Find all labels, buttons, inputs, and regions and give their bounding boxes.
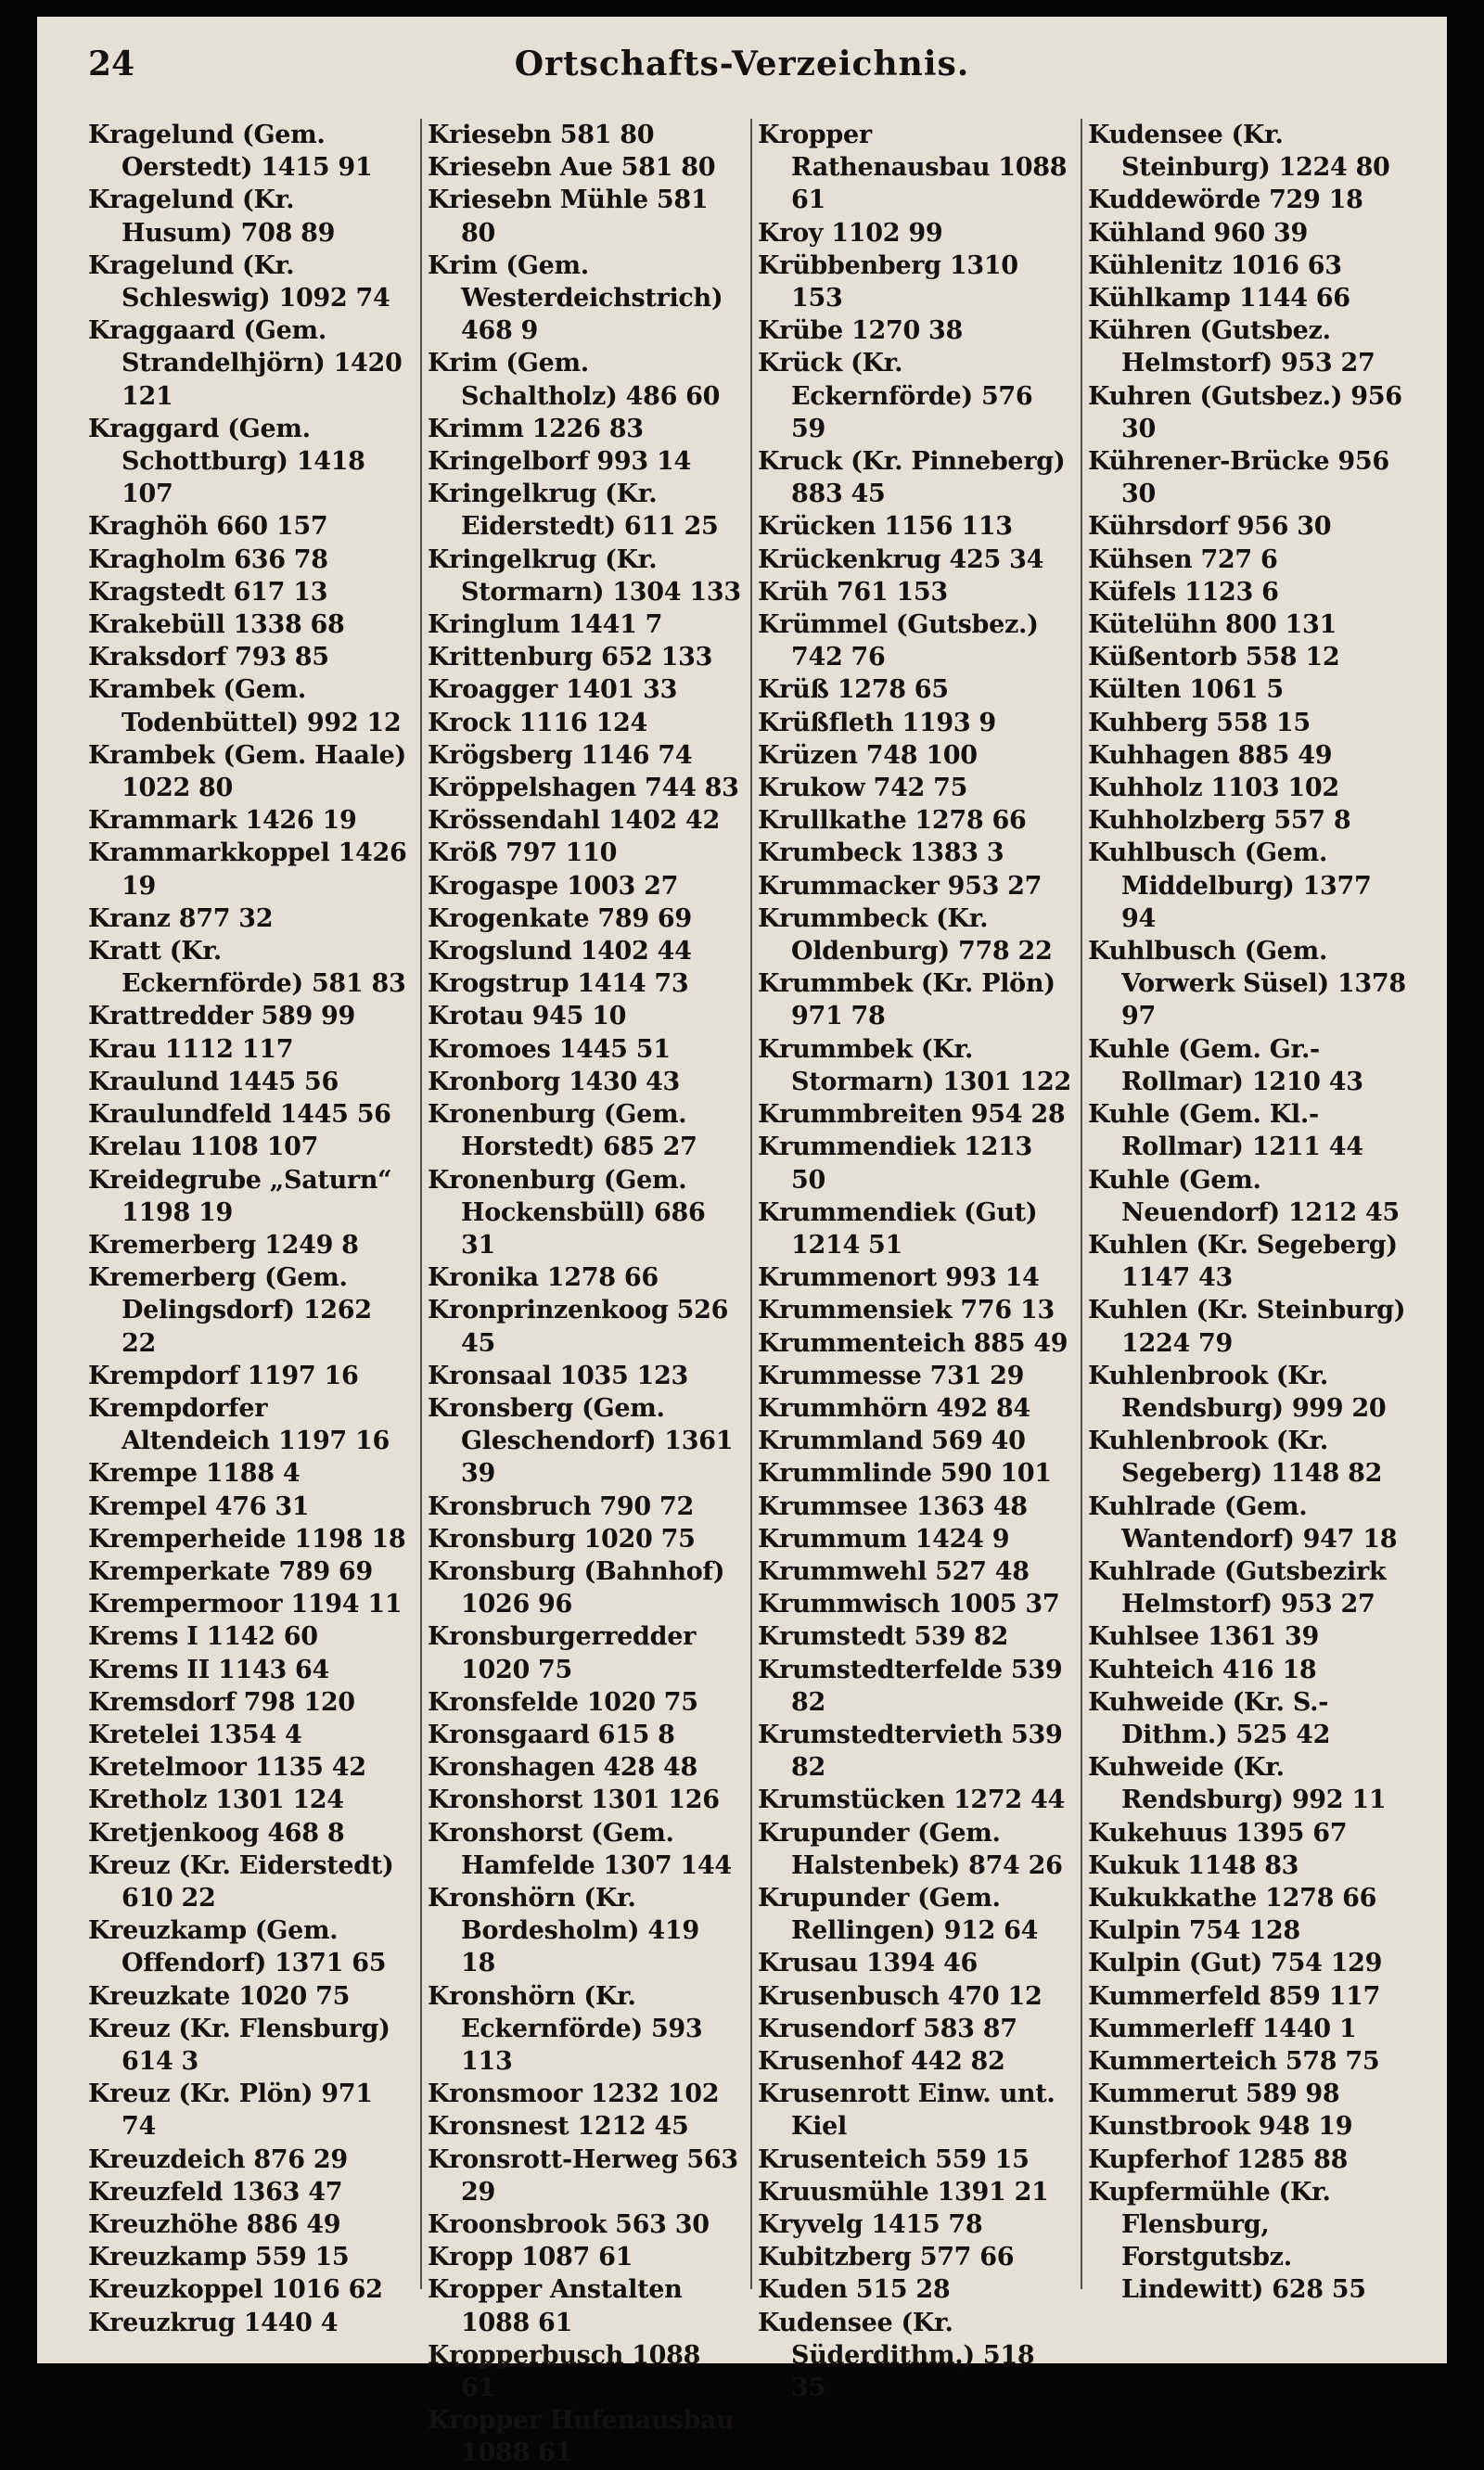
index-entry: Krössendahl 1402 42 xyxy=(428,806,720,836)
index-entry: Kummerut 589 98 xyxy=(1088,2080,1340,2109)
index-entry: Kretholz 1301 124 xyxy=(88,1785,344,1815)
index-entry: Krogslund 1402 44 xyxy=(428,937,692,966)
index-entry: Kühlenitz 1016 63 xyxy=(1088,250,1342,280)
index-entry: Krummbek (Kr. Plön) 971 78 xyxy=(758,969,1055,1031)
index-entry: Krupunder (Gem. Rellingen) 912 64 xyxy=(758,1883,1039,1946)
index-entry: Kreuzdeich 876 29 xyxy=(88,2144,348,2174)
index-entry: Kremperheide 1198 18 xyxy=(88,1524,406,1554)
index-entry: Kudensee (Kr. Steinburg) 1224 80 xyxy=(1088,121,1390,183)
index-entry: Krummesse 731 29 xyxy=(758,1361,1025,1390)
index-entry: Kröppelshagen 744 83 xyxy=(428,774,739,803)
index-entry: Kringelkrug (Kr. Stormarn) 1304 133 xyxy=(428,544,741,607)
index-entry: Kremerberg (Gem. Delingsdorf) 1262 22 xyxy=(88,1263,372,1358)
index-entry: Kuhlen (Kr. Segeberg) 1147 43 xyxy=(1088,1230,1398,1293)
index-entry: Krogenkate 789 69 xyxy=(428,903,692,933)
index-entry: Krupunder (Gem. Halstenbek) 874 26 xyxy=(758,1818,1063,1880)
index-entry: Kronsburg 1020 75 xyxy=(428,1524,696,1554)
index-entry: Krüß 1278 65 xyxy=(758,675,949,705)
index-entry: Kroy 1102 99 xyxy=(758,218,943,248)
index-entry: Kruusmühle 1391 21 xyxy=(758,2177,1049,2207)
index-entry: Krim (Gem. Westerdeichstrich) 468 9 xyxy=(428,250,723,346)
index-entry: Krems II 1143 64 xyxy=(88,1655,330,1684)
index-entry: Kuhlenbrook (Kr. Rendsburg) 999 20 xyxy=(1088,1361,1387,1423)
index-entry: Krattredder 589 99 xyxy=(88,1002,356,1031)
index-column-3 xyxy=(750,119,1071,2403)
index-entry: Kronshörn (Kr. Eckernförde) 593 113 xyxy=(428,1981,703,2076)
index-entry: Kryvelg 1415 78 xyxy=(758,2210,983,2239)
index-entry: Krummendiek 1213 50 xyxy=(758,1133,1033,1195)
index-entry: Kretelmoor 1135 42 xyxy=(88,1753,366,1783)
index-entry: Kubitzberg 577 66 xyxy=(758,2243,1015,2272)
index-entry: Kupferhof 1285 88 xyxy=(1088,2144,1349,2174)
index-entry: Kronsburg (Bahnhof) 1026 96 xyxy=(428,1556,725,1619)
index-entry: Kronshorst (Gem. Hamfelde 1307 144 xyxy=(428,1818,732,1880)
index-entry: Kreuzkoppel 1016 62 xyxy=(88,2275,383,2305)
index-column-4 xyxy=(1081,119,1413,2305)
index-entry: Kührsdorf 956 30 xyxy=(1088,512,1332,542)
index-entry: Kropperbusch 1088 61 xyxy=(428,2340,701,2403)
index-entry: Kratt (Kr. Eckernförde) 581 83 xyxy=(88,937,406,999)
index-entry: Kukukkathe 1278 66 xyxy=(1088,1883,1377,1913)
index-entry: Kranz 877 32 xyxy=(88,903,274,933)
index-entry: Kütelühn 800 131 xyxy=(1088,610,1337,640)
index-entry: Kreuz (Kr. Eiderstedt) 610 22 xyxy=(88,1850,394,1913)
index-entry: Kröß 797 110 xyxy=(428,838,618,868)
index-entry: Krau 1112 117 xyxy=(88,1034,294,1064)
index-entry: Kronika 1278 66 xyxy=(428,1263,659,1293)
index-entry: Kuden 515 28 xyxy=(758,2275,951,2305)
index-entry: Kreuzkamp 559 15 xyxy=(88,2243,350,2272)
index-entry: Kreuzkate 1020 75 xyxy=(88,1981,351,2011)
index-entry: Kreuzkrug 1440 4 xyxy=(88,2308,339,2337)
index-entry: Kudensee (Kr. Süderdithm.) 518 35 xyxy=(758,2308,1035,2403)
index-entry: Kühsen 727 6 xyxy=(1088,544,1278,574)
index-entry: Krummendiek (Gut) 1214 51 xyxy=(758,1197,1038,1260)
index-entry: Kuhholz 1103 102 xyxy=(1088,774,1339,803)
index-entry: Kronprinzenkoog 526 45 xyxy=(428,1296,729,1358)
index-entry: Kuhle (Gem. Gr.-Rollmar) 1210 43 xyxy=(1088,1034,1363,1096)
index-entry: Krummum 1424 9 xyxy=(758,1524,1010,1554)
index-entry: Kreuzkamp (Gem. Offendorf) 1371 65 xyxy=(88,1916,387,1978)
index-entry: Krummwehl 527 48 xyxy=(758,1556,1030,1586)
index-entry: Kragelund (Kr. Schleswig) 1092 74 xyxy=(88,250,390,314)
index-entry: Krempe 1188 4 xyxy=(88,1459,301,1489)
index-entry: Kreidegrube „Saturn“ 1198 19 xyxy=(88,1165,392,1227)
index-entry: Kronsnest 1212 45 xyxy=(428,2112,689,2142)
index-entry: Krummbeck (Kr. Oldenburg) 778 22 xyxy=(758,903,1053,966)
index-entry: Krems I 1142 60 xyxy=(88,1622,318,1652)
index-entry: Kronsrott-Herweg 563 29 xyxy=(428,2144,738,2207)
index-entry: Kraggard (Gem. Schottburg) 1418 107 xyxy=(88,414,365,509)
index-entry: Krusenteich 559 15 xyxy=(758,2144,1030,2174)
index-entry: Kronsmoor 1232 102 xyxy=(428,2080,720,2109)
index-entry: Kuhren (Gutsbez.) 956 30 xyxy=(1088,381,1402,443)
index-entry: Kronshorst 1301 126 xyxy=(428,1785,720,1815)
index-entry: Krummhörn 492 84 xyxy=(758,1393,1030,1423)
index-entry: Kuhlsee 1361 39 xyxy=(1088,1622,1319,1652)
index-entry: Kronsaal 1035 123 xyxy=(428,1361,688,1390)
index-entry: Krukow 742 75 xyxy=(758,774,968,803)
page-header xyxy=(37,45,1447,100)
index-entry: Krempermoor 1194 11 xyxy=(88,1590,403,1619)
index-entry: Krüßfleth 1193 9 xyxy=(758,708,996,737)
index-entry: Kretelei 1354 4 xyxy=(88,1720,302,1749)
index-entry: Krümmel (Gutsbez.) 742 76 xyxy=(758,610,1039,672)
index-entry: Kronshörn (Kr. Bordesholm) 419 18 xyxy=(428,1883,699,1978)
index-entry: Kremsdorf 798 120 xyxy=(88,1687,355,1717)
index-entry: Krammarkkoppel 1426 19 xyxy=(88,838,407,901)
page-title: Ortschafts-Verzeichnis. xyxy=(514,45,970,83)
index-column-1 xyxy=(88,119,408,2337)
book-page xyxy=(37,17,1447,2468)
index-entry: Kringlum 1441 7 xyxy=(428,610,663,640)
index-entry: Kroonsbrook 563 30 xyxy=(428,2210,710,2239)
index-entry: Krimm 1226 83 xyxy=(428,414,644,443)
page-number: 24 xyxy=(88,45,135,83)
index-entry: Kuhhagen 885 49 xyxy=(1088,740,1333,770)
index-entry: Kragholm 636 78 xyxy=(88,544,328,574)
index-entry: Krummlinde 590 101 xyxy=(758,1459,1052,1489)
index-entry: Kummerfeld 859 117 xyxy=(1088,1981,1381,2011)
index-entry: Kraksdorf 793 85 xyxy=(88,643,329,672)
index-entry: Kuddewörde 729 18 xyxy=(1088,186,1363,215)
index-entry: Kukehuus 1395 67 xyxy=(1088,1818,1348,1848)
index-entry: Krumstücken 1272 44 xyxy=(758,1785,1065,1815)
index-entry: Kunstbrook 948 19 xyxy=(1088,2112,1353,2142)
index-entry: Krummland 569 40 xyxy=(758,1427,1026,1456)
index-entry: Kriesebn 581 80 xyxy=(428,121,655,149)
index-entry: Küfels 1123 6 xyxy=(1088,577,1279,607)
index-entry: Kroagger 1401 33 xyxy=(428,675,678,705)
index-entry: Kropp 1087 61 xyxy=(428,2243,633,2272)
index-entry: Krübe 1270 38 xyxy=(758,316,963,346)
index-entry: Kummerleff 1440 1 xyxy=(1088,2014,1357,2043)
index-entry: Krammark 1426 19 xyxy=(88,806,357,836)
index-entry: Kuhholzberg 557 8 xyxy=(1088,806,1351,836)
index-entry: Kuhteich 416 18 xyxy=(1088,1655,1317,1684)
index-entry: Kronshagen 428 48 xyxy=(428,1753,697,1783)
index-entry: Kuhweide (Kr. S.-Dithm.) 525 42 xyxy=(1088,1687,1331,1749)
index-entry: Kuhlbusch (Gem. Middelburg) 1377 94 xyxy=(1088,838,1372,933)
index-entry: Krusenhof 442 82 xyxy=(758,2046,1005,2076)
index-entry: Krumstedterfelde 539 82 xyxy=(758,1655,1063,1717)
index-entry: Krummwisch 1005 37 xyxy=(758,1590,1060,1619)
index-entry: Krim (Gem. Schaltholz) 486 60 xyxy=(428,349,721,411)
index-entry: Krotau 945 10 xyxy=(428,1002,627,1031)
index-entry: Krummbreiten 954 28 xyxy=(758,1100,1066,1130)
index-entry: Kraulundfeld 1445 56 xyxy=(88,1100,391,1130)
index-entry: Kronsbruch 790 72 xyxy=(428,1491,694,1521)
index-entry: Krullkathe 1278 66 xyxy=(758,806,1027,836)
index-entry: Krück (Kr. Eckernförde) 576 59 xyxy=(758,349,1033,443)
index-entry: Kremerberg 1249 8 xyxy=(88,1230,359,1260)
index-entry: Kronenburg (Gem. Hockensbüll) 686 31 xyxy=(428,1165,706,1260)
index-entry: Krock 1116 124 xyxy=(428,708,647,737)
index-entry: Kretjenkoog 468 8 xyxy=(88,1818,345,1848)
index-entry: Kummerteich 578 75 xyxy=(1088,2046,1380,2076)
index-entry: Kronsberg (Gem. Gleschendorf) 1361 39 xyxy=(428,1393,734,1489)
index-entry: Kupfermühle (Kr. Flensburg, Forstgutsbz. Lindewitt) 628 55 xyxy=(1088,2177,1366,2305)
index-entry: Kreuzfeld 1363 47 xyxy=(88,2177,343,2207)
index-entry: Krumbeck 1383 3 xyxy=(758,838,1004,868)
index-entry: Kragelund (Gem. Oerstedt) 1415 91 xyxy=(88,121,373,183)
index-entry: Krumstedtervieth 539 82 xyxy=(758,1720,1063,1783)
index-entry: Kuhlrade (Gutsbezirk Helmstorf) 953 27 xyxy=(1088,1556,1387,1619)
index-entry: Krummacker 953 27 xyxy=(758,871,1043,901)
index-entry: Krücken 1156 113 xyxy=(758,512,1013,542)
index-entry: Kreuzhöhe 886 49 xyxy=(88,2210,341,2239)
index-entry: Kraghöh 660 157 xyxy=(88,512,328,542)
index-entry: Krambek (Gem. Haale) 1022 80 xyxy=(88,740,407,803)
index-columns xyxy=(88,119,1414,2468)
index-entry: Kulpin (Gut) 754 129 xyxy=(1088,1949,1383,1978)
index-entry: Kuhberg 558 15 xyxy=(1088,708,1311,737)
index-entry: Kreuz (Kr. Plön) 971 74 xyxy=(88,2080,373,2142)
index-column-2 xyxy=(420,119,741,2468)
index-entry: Krüh 761 153 xyxy=(758,577,948,607)
index-entry: Kriesebn Mühle 581 80 xyxy=(428,186,709,248)
index-entry: Kreuz (Kr. Flensburg) 614 3 xyxy=(88,2014,390,2076)
index-entry: Kraggaard (Gem. Strandelhjörn) 1420 121 xyxy=(88,316,403,411)
index-entry: Kühlkamp 1144 66 xyxy=(1088,284,1350,314)
index-entry: Kuhle (Gem. Kl.-Rollmar) 1211 44 xyxy=(1088,1100,1363,1162)
index-entry: Krusenbusch 470 12 xyxy=(758,1981,1043,2011)
index-entry: Krakebüll 1338 68 xyxy=(88,610,345,640)
index-entry: Kuhle (Gem. Neuendorf) 1212 45 xyxy=(1088,1165,1400,1227)
index-entry: Kuhlrade (Gem. Wantendorf) 947 18 xyxy=(1088,1491,1398,1554)
index-entry: Kukuk 1148 83 xyxy=(1088,1850,1299,1880)
index-entry: Kulpin 754 128 xyxy=(1088,1916,1300,1946)
index-entry: Krögsberg 1146 74 xyxy=(428,740,693,770)
index-entry: Krambek (Gem. Todenbüttel) 992 12 xyxy=(88,675,402,737)
index-entry: Krumstedt 539 82 xyxy=(758,1622,1009,1652)
index-entry: Kuhweide (Kr. Rendsburg) 992 11 xyxy=(1088,1753,1387,1815)
index-entry: Kringelkrug (Kr. Eiderstedt) 611 25 xyxy=(428,480,719,542)
index-entry: Kropper Hufenausbau 1088 61 xyxy=(428,2406,735,2468)
index-entry: Kruck (Kr. Pinneberg) 883 45 xyxy=(758,447,1066,509)
index-entry: Kropper Anstalten 1088 61 xyxy=(428,2275,683,2337)
index-entry: Krummsee 1363 48 xyxy=(758,1491,1028,1521)
index-entry: Krogstrup 1414 73 xyxy=(428,969,689,999)
index-entry: Krempdorfer Altendeich 1197 16 xyxy=(88,1393,390,1456)
index-entry: Krummbek (Kr. Stormarn) 1301 122 xyxy=(758,1034,1071,1096)
index-entry: Krusenrott Einw. unt. Kiel xyxy=(758,2080,1055,2142)
index-entry: Krummensiek 776 13 xyxy=(758,1296,1055,1325)
index-entry: Kuhlen (Kr. Steinburg) 1224 79 xyxy=(1088,1296,1406,1358)
index-entry: Kuhlbusch (Gem. Vorwerk Süsel) 1378 97 xyxy=(1088,937,1406,1031)
index-entry: Kringelborf 993 14 xyxy=(428,447,691,477)
index-entry: Külten 1061 5 xyxy=(1088,675,1284,705)
index-entry: Kromoes 1445 51 xyxy=(428,1034,671,1064)
index-entry: Kragstedt 617 13 xyxy=(88,577,328,607)
index-entry: Krusau 1394 46 xyxy=(758,1949,978,1978)
index-entry: Kührener-Brücke 956 30 xyxy=(1088,447,1389,509)
index-entry: Kronsgaard 615 8 xyxy=(428,1720,675,1749)
index-entry: Kremperkate 789 69 xyxy=(88,1556,373,1586)
index-entry: Kraulund 1445 56 xyxy=(88,1067,339,1096)
index-entry: Küßentorb 558 12 xyxy=(1088,643,1340,672)
index-entry: Kuhlenbrook (Kr. Segeberg) 1148 82 xyxy=(1088,1427,1383,1489)
index-entry: Krogaspe 1003 27 xyxy=(428,871,679,901)
index-entry: Krempel 476 31 xyxy=(88,1491,310,1521)
index-entry: Krummenort 993 14 xyxy=(758,1263,1040,1293)
index-entry: Krummenteich 885 49 xyxy=(758,1328,1068,1358)
index-entry: Krittenburg 652 133 xyxy=(428,643,713,672)
index-entry: Krübbenberg 1310 153 xyxy=(758,250,1018,314)
index-entry: Kronsfelde 1020 75 xyxy=(428,1687,698,1717)
index-entry: Kropper Rathenausbau 1088 61 xyxy=(758,121,1068,215)
index-entry: Krempdorf 1197 16 xyxy=(88,1361,359,1390)
index-entry: Kühren (Gutsbez. Helmstorf) 953 27 xyxy=(1088,316,1375,378)
index-entry: Kronborg 1430 43 xyxy=(428,1067,681,1096)
index-entry: Kriesebn Aue 581 80 xyxy=(428,153,716,183)
index-entry: Krusendorf 583 87 xyxy=(758,2014,1017,2043)
index-entry: Krüzen 748 100 xyxy=(758,740,978,770)
index-entry: Kronsburgerredder 1020 75 xyxy=(428,1622,697,1684)
index-entry: Kühland 960 39 xyxy=(1088,218,1308,248)
index-entry: Kragelund (Kr. Husum) 708 89 xyxy=(88,186,336,248)
index-entry: Krelau 1108 107 xyxy=(88,1133,319,1162)
index-entry: Kronenburg (Gem. Horstedt) 685 27 xyxy=(428,1100,697,1162)
index-entry: Krückenkrug 425 34 xyxy=(758,544,1044,574)
